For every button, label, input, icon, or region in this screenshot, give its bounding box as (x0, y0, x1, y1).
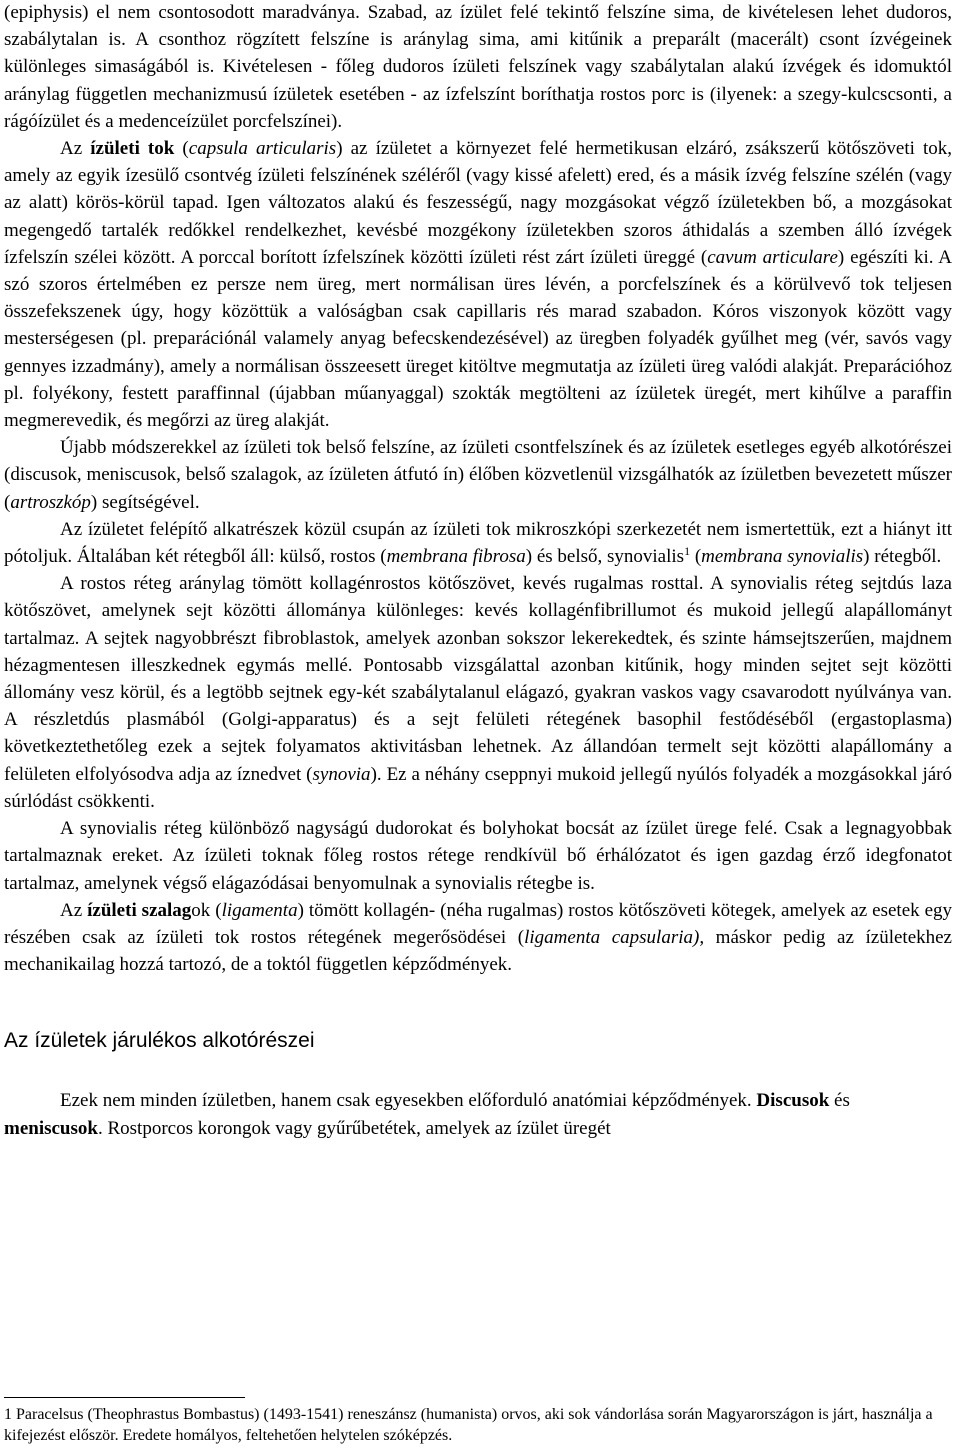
italic-term: membrana fibrosa (386, 546, 526, 568)
footnote-reference: 1 (684, 544, 691, 559)
footnote-divider (4, 1397, 245, 1398)
italic-term: synovia (312, 763, 371, 785)
text-run: Az ízületet felépítő alkatrészek közül csupán az ízületi tok mikroszkópi szerkezetét nem ismertettük, ezt a hiányt itt pótoljuk. Általában két rétegből áll: külső, rostos ( (4, 518, 952, 568)
italic-term: capsula articularis (188, 138, 337, 160)
text-run: Az (60, 138, 91, 160)
italic-term: artroszkóp (10, 491, 91, 513)
text-run: máskor pedig az ízületekhez mechanikailag hozzá tartozó, de a toktól független képződmények. (4, 926, 952, 976)
text-run: ( (174, 138, 189, 160)
text-run: (epiphysis) el nem csontosodott maradványa. Szabad, az ízület felé tekintő felszíne sima, de kivételesen lehet dudoros, szabálytalan is. A csonthoz rögzített felszíne is aránylag sima, ami kitűnik a preparált (macerált) csont ízvégeinek különleges simaságából is. Kivételesen - főleg dudoros ízületi felszínek vagy szabálytalan alakú ízvégek és idomuktól aránylag független mechanizmusú ízületek esetében - az ízfelszínt boríthatja rostos porc is (ilyenek: a szegy-kulcscsonti, a rágóízület és a medenceízület porcfelszínei). (4, 2, 952, 132)
text-run: és (829, 1090, 850, 1112)
text-run: ) az ízületet a környezet felé hermetikusan elzáró, zsákszerű kötőszöveti tok, amely az egyik ízesülő csontvég ízületi felszínének széléről (vagy kissé afelett) ered, és a másik ízvég felszíne szélén (vagy az alatt) körös-körül tapad. Igen változatos alakú és feszességű, nagy mozgásokat végző ízületekben bő, a mozgásokat megengedő tartalék redőkkel rendelkezhet, kevésbé mozgékony ízületekben szoros áthidalás a szemben álló ízvégek ízfelszín szélei között. A porccal borított ízfelszínek közötti ízületi rést zárt ízületi üreggé ( (4, 138, 953, 268)
section-body-text (4, 1087, 952, 1141)
bold-term: ízületi szalag (87, 899, 192, 921)
text-run: ) és belső, synovialis (525, 546, 685, 568)
paragraph (4, 815, 952, 897)
paragraph (4, 1087, 952, 1141)
text-run: Az (60, 899, 88, 921)
document-page (4, 0, 952, 1142)
footnote (4, 1404, 952, 1446)
text-run: ). Ez a néhány cseppnyi mukoid jellegű nyúlós folyadék a mozgásokkal járó súrlódást csökkenti. (4, 763, 952, 812)
footnote-text: Paracelsus (Theophrastus Bombastus) (1493-1541) reneszánsz (humanista) orvos, aki sok vándorlása során Magyarországon is járt, használja a kifejezést először. Eredete homályos, feltehetően helytelen szóképzés. (4, 1406, 933, 1444)
italic-term: membrana synovialis (701, 546, 864, 568)
footnote-marker: 1 (4, 1406, 12, 1423)
italic-term: ligamenta capsularia), (524, 926, 705, 948)
body-text (4, 0, 952, 978)
italic-term: cavum articulare (707, 246, 838, 268)
paragraph (4, 135, 952, 434)
paragraph (4, 434, 952, 516)
bold-term: meniscusok (4, 1117, 98, 1139)
text-run: Újabb módszerekkel az ízületi tok belső felszíne, az ízületi csontfelszínek és az ízületek esetleges egyéb alkotórészei (discusok, meniscusok, belső szalagok, az ízületen átfutó ín) élőben közvetlenül vizsgálhatók az ízületben bevezetett műszer ( (4, 437, 952, 513)
italic-term: ligamenta (221, 899, 298, 921)
text-run: ( (690, 546, 702, 568)
text-run: ok ( (191, 899, 222, 921)
bold-term: ízületi tok (90, 138, 175, 160)
text-run: ) tömött kollagén- (néha rugalmas) rostos kötőszöveti kötegek, amelyek az esetek egy részében csak az ízületi tok rostos rétegének megerősödései ( (4, 899, 953, 948)
text-run: . Rostporcos korongok vagy gyűrűbetétek, amelyek az ízület üregét (97, 1117, 611, 1139)
paragraph (4, 516, 952, 570)
text-run: A rostos réteg aránylag tömött kollagénrostos kötőszövet, kevés rugalmas rosttal. A synovialis réteg sejtdús laza kötőszövet, amelynek sejt közötti állománya különleges: kevés kollagénfibrillumot és mukoid jellegű alapállományt tartalmaz. A sejtek nagyobbrészt fibroblastok, amelyek azonban sokszor lekerekedtek, és szinte hámsejtszerűen, majdnem hézagmentesen illeszkednek egymás mellé. Pontosabb vizsgálattal azonban kitűnik, hogy minden sejtet sejt közötti állomány vesz körül, és a legtöbb sejtnek egy-két szabálytalanul elágazó, gyakran vaskos vagy csavarodott nyúlványa van. A részletdús plasmából (Golgi-apparatus) és a sejt felületi rétegének basophil festődéséből (ergastoplasma) következtethetőleg ezek a sejtek folyamatos aktivitásban lehetnek. Az állandóan termelt sejt közötti alapállomány a felületen elfolyósodva adja az íznedvet ( (4, 573, 952, 785)
paragraph (4, 0, 952, 135)
text-run: ) egészíti ki. A szó szoros értelmében ez persze nem üreg, mert normálisan üres lévén, a porcfelszínek és a körülvevő tok teljesen összefekszenek úgy, hogy közöttük a valóságban csak capillaris rés marad szabadon. Kóros viszonyok között vagy mesterségesen (pl. preparációnál valamely anyag befecskendezésével) az üregben folyadék gyűlhet meg (vér, savós vagy gennyes izzadmány), amely a normálisan összeesett üreget kitöltve megmutatja az ízületi üreg valódi alakját. Preparációhoz pl. folyékony, festett paraffinnal (újabban műanyaggal) szokták megtölteni az ízületek üregét, mert kihűlve a paraffin megmerevedik, és megőrzi az üreg alakját. (4, 246, 953, 432)
text-run: ) rétegből. (863, 546, 942, 568)
paragraph (4, 897, 952, 979)
paragraph (4, 570, 952, 815)
text-run: Ezek nem minden ízületben, hanem csak egyesekben előforduló anatómiai képződmények. (60, 1090, 757, 1112)
bold-term: Discusok (756, 1090, 830, 1112)
text-run: ) segítségével. (90, 491, 200, 513)
text-run: A synovialis réteg különböző nagyságú dudorokat és bolyhokat bocsát az ízület ürege felé. Csak a legnagyobbak tartalmaznak ereket. Az ízületi toknak főleg rostos rétege rendkívül bő érhálózatot és igen gazdag érző idegfonatot tartalmaz, amelynek végső elágazódásai benyomulnak a synovialis rétegbe is. (4, 818, 952, 894)
section-heading: Az ízületek járulékos alkotórészei (4, 1029, 315, 1053)
